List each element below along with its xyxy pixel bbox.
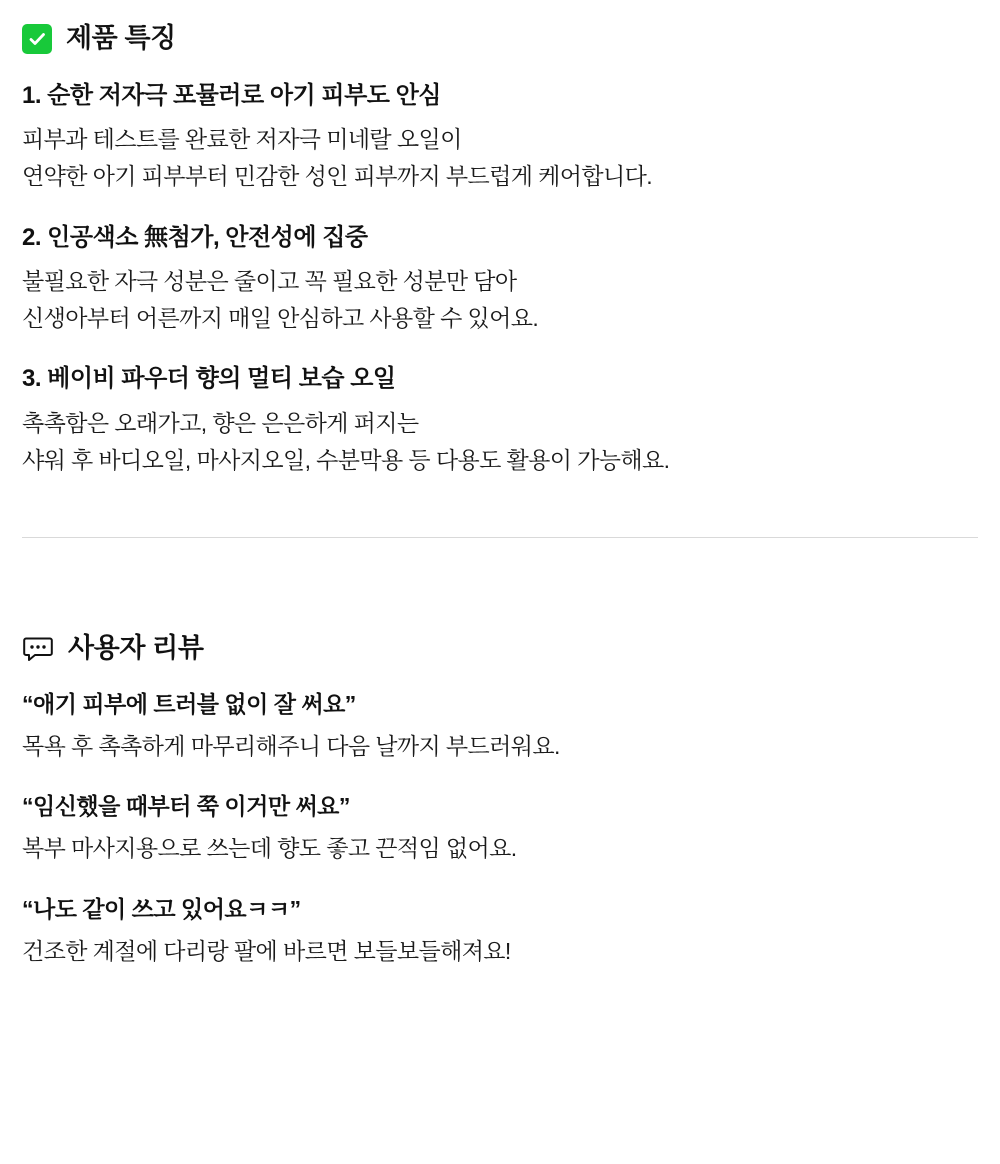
review-body: 건조한 계절에 다리랑 팔에 바르면 보들보들해져요!	[22, 937, 511, 964]
review-item	[22, 895, 978, 970]
feature-line: 피부과 테스트를 완료한 저자극 미네랄 오일이	[22, 126, 462, 153]
feature-title: 2. 인공색소 無첨가, 안전성에 집중	[22, 223, 368, 251]
review-body: 복부 마사지용으로 쓰는데 향도 좋고 끈적임 없어요.	[22, 835, 517, 862]
review-item	[22, 690, 978, 765]
reviews-section-header	[22, 634, 978, 664]
feature-title: 3. 베이비 파우더 향의 멀티 보습 오일	[22, 365, 396, 393]
review-item	[22, 792, 978, 867]
feature-line: 샤워 후 바디오일, 마사지오일, 수분막용 등 다용도 활용이 가능해요.	[22, 446, 670, 473]
feature-line: 불필요한 자극 성분은 줄이고 꼭 필요한 성분만 담아	[22, 267, 517, 294]
features-section-header	[22, 24, 978, 54]
feature-item	[22, 80, 978, 196]
feature-item	[22, 363, 978, 479]
review-body: 목욕 후 촉촉하게 마무리해주니 다음 날까지 부드러워요.	[22, 732, 560, 759]
check-square-icon	[22, 24, 52, 54]
review-quote: “애기 피부에 트러블 없이 잘 써요”	[22, 690, 356, 717]
reviews-section-title: 사용자 리뷰	[68, 633, 204, 664]
feature-line: 신생아부터 어른까지 매일 안심하고 사용할 수 있어요.	[22, 305, 539, 332]
feature-item	[22, 222, 978, 338]
speech-bubble-icon	[22, 635, 54, 663]
feature-line: 촉촉함은 오래가고, 향은 은은하게 퍼지는	[22, 409, 419, 436]
feature-title: 1. 순한 저자극 포뮬러로 아기 피부도 안심	[22, 82, 441, 109]
features-section-title: 제품 특징	[66, 23, 176, 54]
review-quote: “나도 같이 쓰고 있어요ㅋㅋ”	[22, 895, 301, 922]
feature-line: 연약한 아기 피부부터 민감한 성인 피부까지 부드럽게 케어합니다.	[22, 163, 653, 190]
review-quote: “임신했을 때부터 쭉 이거만 써요”	[22, 793, 350, 820]
section-divider	[22, 537, 978, 538]
